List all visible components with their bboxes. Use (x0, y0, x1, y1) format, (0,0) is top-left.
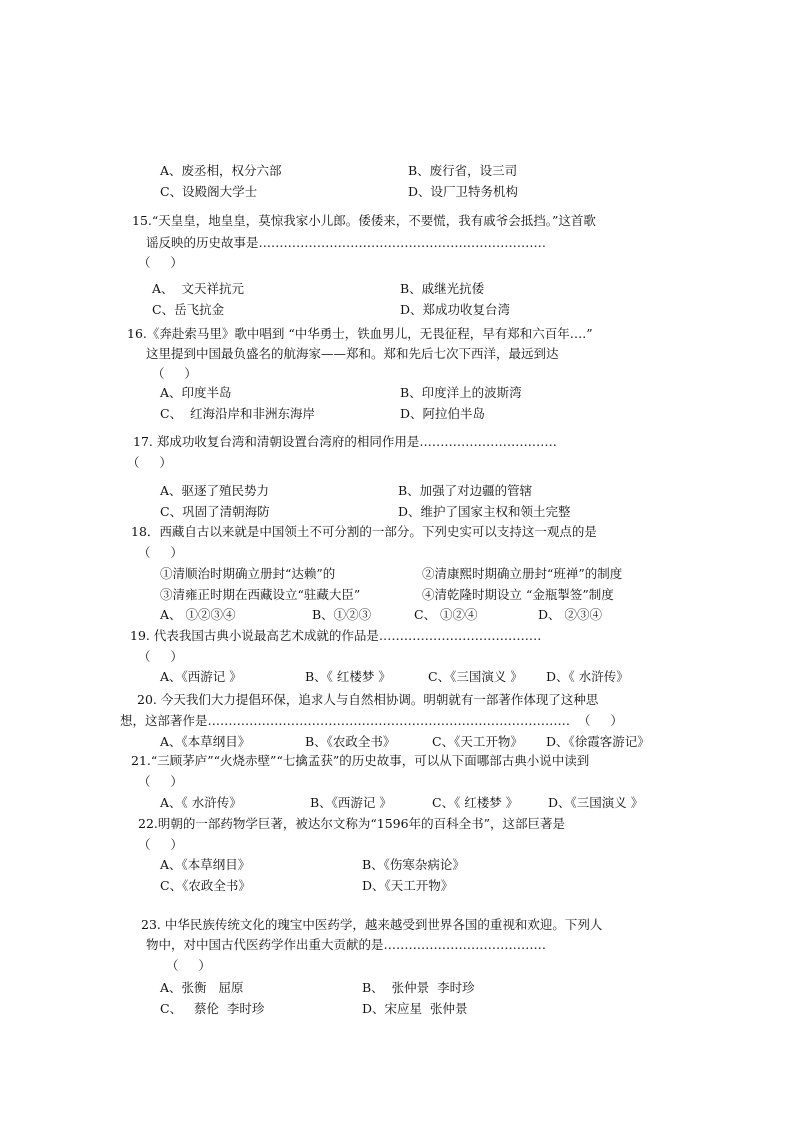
text-line: C、《农政全书》 (160, 878, 251, 893)
text-line: D、《徐霞客游记》 (546, 734, 650, 749)
text-line: D、维护了国家主权和领土完整 (398, 504, 571, 519)
text-line: （ ） (138, 545, 183, 560)
text-line: B、戚继光抗倭 (400, 281, 485, 296)
text-line: A、 ①②③④ (160, 607, 236, 622)
text-line: ①清顺治时期确立册封“达赖”的 (160, 566, 336, 581)
text-line: C、岳飞抗金 (152, 302, 225, 317)
text-line: 16.《奔赴索马里》歌中唱到 “中华勇士，铁血男儿，无畏征程，早有郑和六百年….” (127, 326, 593, 341)
text-line: 23. 中华民族传统文化的瑰宝中医药学，越来越受到世界各国的重视和欢迎。下列人 (141, 917, 603, 932)
text-line: B、 张仲景 李时珍 (362, 980, 475, 995)
text-line: （ ） (152, 366, 197, 381)
text-line: D、设厂卫特务机构 (408, 184, 519, 199)
text-line: B、印度洋上的波斯湾 (400, 385, 522, 400)
text-line: D、郑成功收复台湾 (400, 302, 511, 317)
text-line: A、《本草纲目》 (160, 857, 251, 872)
text-line: A、《 水浒传》 (160, 795, 242, 810)
text-line: C、 蔡伦 李时珍 (160, 1001, 265, 1016)
text-line: 18．西藏自古以来就是中国领土不可分割的一部分。下列史实可以支持这一观点的是 (131, 524, 597, 539)
text-line: B、《西游记 》 (310, 795, 392, 810)
text-line: 这里提到中国最负盛名的航海家——郑和。郑和先后七次下西洋，最远到达 (146, 346, 559, 361)
text-line: （ ） (138, 649, 183, 664)
text-line: ②清康熙时期确立册封“班禅”的制度 (422, 566, 623, 581)
text-line: （ ） (138, 774, 183, 789)
text-line: 15.“天皇皇，地皇皇，莫惊我家小儿郎。倭倭来，不要慌，我有戚爷会抵挡。”这首歌 (132, 213, 596, 228)
text-line: D、 ②③④ (538, 607, 602, 622)
text-line: D、阿拉伯半岛 (400, 406, 486, 421)
text-line: （ ） (166, 958, 211, 973)
text-line: ④清乾隆时期设立 “金瓶掣签”制度 (422, 587, 614, 602)
text-line: D、《天工开物》 (362, 878, 454, 893)
text-line: A、印度半岛 (160, 385, 232, 400)
text-line: A、 文天祥抗元 (152, 281, 244, 296)
text-line: A、《西游记 》 (160, 669, 242, 684)
text-line: A、《本草纲目》 (160, 734, 251, 749)
text-line: （ ） (127, 455, 172, 470)
text-line: ③清雍正时期在西藏设立“驻藏大臣” (160, 587, 361, 602)
text-line: C、《 红楼梦 》 (432, 795, 519, 810)
text-line: C、《三国演义 》 (428, 669, 523, 684)
text-line: D、宋应星 张仲景 (362, 1001, 468, 1016)
text-line: D、《三国演义 》 (548, 795, 644, 810)
text-line: B、《 红楼梦 》 (305, 669, 391, 684)
text-line: D、《 水浒传》 (546, 669, 629, 684)
text-line: A、张衡 屈原 (160, 980, 244, 995)
text-line: （ ） (138, 255, 183, 270)
text-line: B、《农政全书》 (305, 734, 396, 749)
text-line: C、巩固了清朝海防 (160, 504, 270, 519)
text-line: B、①②③ (312, 607, 372, 622)
text-line: 19. 代表我国古典小说最高艺术成就的作品是………………………………… (130, 628, 542, 643)
text-line: C、 红海沿岸和非洲东海岸 (160, 406, 316, 421)
text-line: 21.“三顾茅庐”“火烧赤壁”“七擒孟获”的历史故事，可以从下面哪部古典小说中读到 (131, 753, 590, 768)
text-line: 物中，对中国古代医药学作出重大贡献的是………………………………… (146, 937, 547, 952)
text-line: B、《伤寒杂病论》 (362, 857, 465, 872)
text-line: B、废行省，设三司 (408, 163, 518, 178)
text-line: A、驱逐了殖民势力 (160, 483, 270, 498)
text-line: （ ） (138, 837, 183, 852)
text-line: 想，这部著作是…………………………………………………………………………… （ ） (120, 713, 623, 728)
text-line: A、废丞相，权分六部 (160, 163, 282, 178)
text-line: 20. 今天我们大力提倡环保，追求人与自然相协调。明朝就有一部著作体现了这种思 (137, 692, 599, 707)
text-line: C、 ①②④ (414, 607, 478, 622)
text-line: 谣反映的历史故事是…………………………………………………………… (146, 235, 547, 250)
text-line: C、《天工开物》 (432, 734, 523, 749)
text-line: B、加强了对边疆的管辖 (398, 483, 533, 498)
text-line: 22.明朝的一部药物学巨著，被达尔文称为“1596年的百科全书”，这部巨著是 (138, 816, 565, 831)
text-line: 17. 郑成功收复台湾和清朝设置台湾府的相同作用是…………………………… (133, 434, 557, 449)
text-line: C、设殿阁大学士 (160, 184, 258, 199)
